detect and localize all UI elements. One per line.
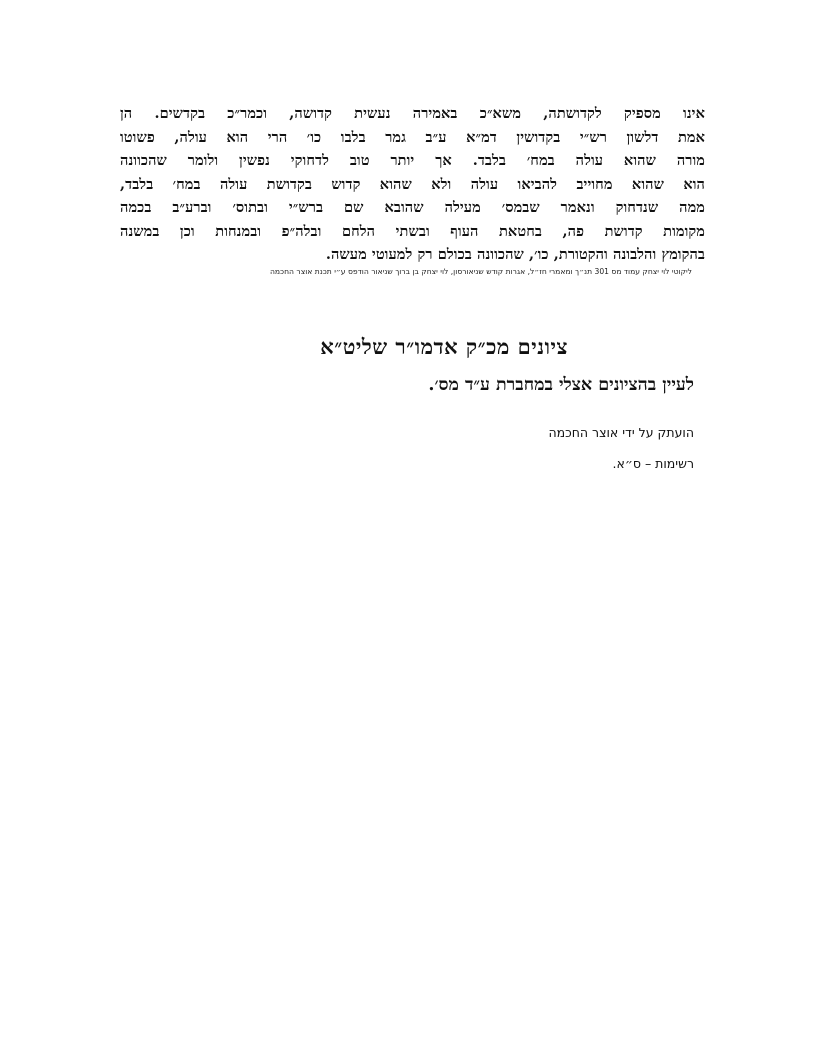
main-text-line: אינו מספיק לקדושתה, משא״כ באמירה נעשית קדושה, וכמר״כ בקדשים. הן	[120, 105, 705, 122]
reference-note: רשימות – ס״א.	[612, 456, 694, 471]
main-text-block	[120, 102, 705, 267]
section-subheading: לעיין בהציונים אצלי במחברת ע״ד מס׳.	[428, 375, 694, 395]
source-citation: ליקוטי לוי יצחק עמוד מס 301 תנ״ך ומאמרי חז״ל, אגרות קודש שניאורסון, לוי יצחק בן ברוך שניאור הודפס ע״י תכנת אוצר החכמה	[269, 267, 692, 276]
main-text-line: הוא שהוא מחוייב להביאו עולה ולא שהוא קדוש בקדושת עולה במח׳ בלבד,	[120, 175, 705, 193]
main-text-line: מקומות קדושת פה, בחטאת העוף ובשתי הלחם ובלה״פ ובמנחות וכן במשנה	[120, 222, 705, 240]
main-text-line: ממה שנדחוק ונאמר שבמס׳ מעילה שהובא שם ברש״י ובתוס׳ וברע״ב בכמה	[120, 199, 705, 216]
copied-by-note: הועתק על ידי אוצר החכמה	[548, 425, 694, 440]
main-text-line: מורה שהוא עולה במח׳ בלבד. אך יותר טוב לדחוקי נפשין ולומר שהכוונה	[120, 152, 705, 169]
section-heading: ציונים מכ״ק אדמו״ר שליט״א	[320, 334, 568, 359]
main-text-line: אמת דלשון רש״י בקדושין דמ״א ע״ב גמר בלבו כו׳ הרי הוא עולה, פשוטו	[120, 128, 705, 146]
main-text-line: בהקומץ והלבונה והקטורת, כו׳, שהכוונה בכולם רק למעוטי מעשה.	[325, 246, 705, 263]
